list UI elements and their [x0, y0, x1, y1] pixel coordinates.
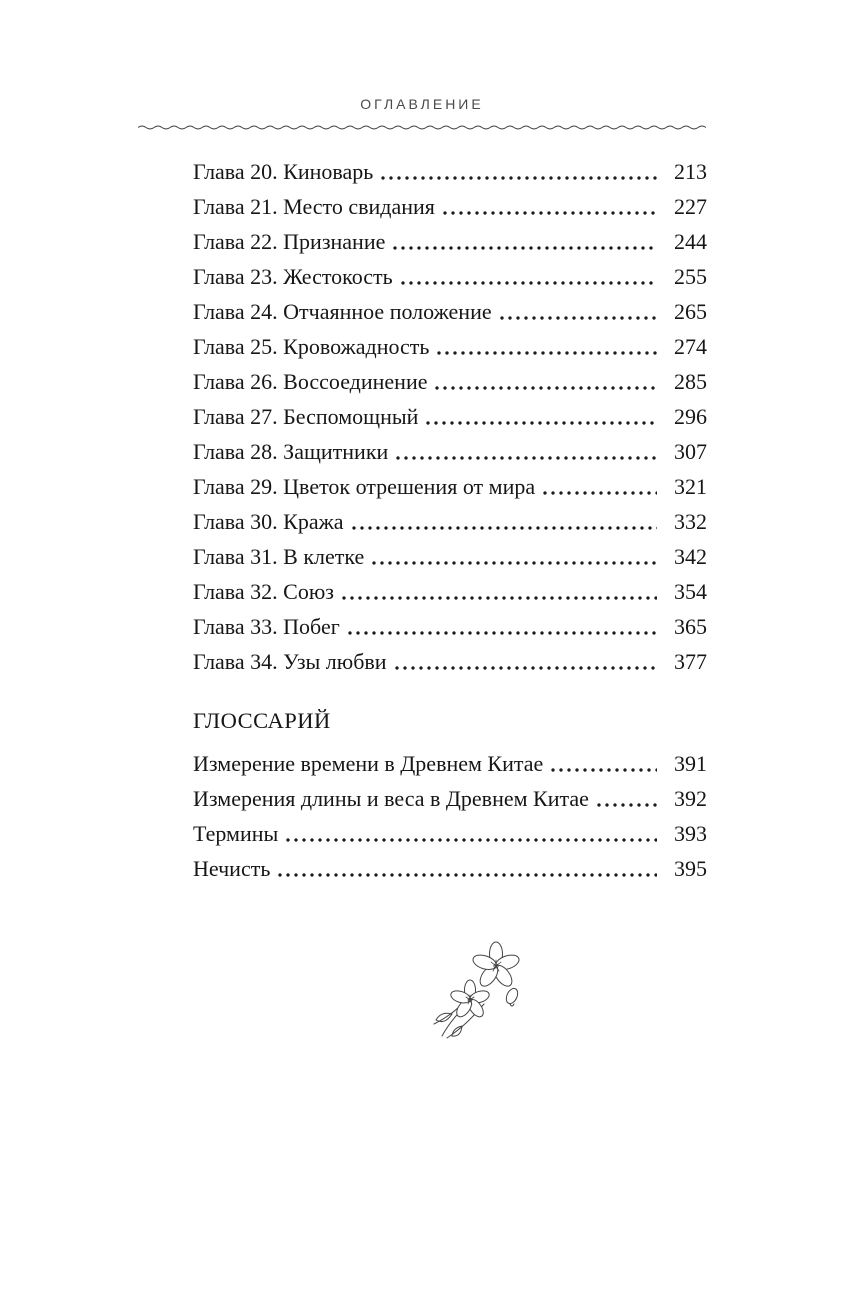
toc-entry-title: Глава 23. Жестокость: [193, 264, 393, 289]
toc-entry-title: Глава 29. Цветок отрешения от мира: [193, 474, 536, 499]
toc-entry: [193, 539, 707, 574]
toc-entry: [193, 224, 707, 259]
toc-entry: [193, 294, 707, 329]
toc-entry-page: 392: [674, 786, 707, 811]
toc-entry: [193, 851, 707, 886]
toc-entry-title: Глава 27. Беспомощный: [193, 404, 419, 429]
dot-leader: [395, 434, 657, 469]
toc-entry-page: 255: [674, 264, 707, 289]
chapter-list: [193, 154, 707, 679]
toc-entry-title: Термины: [193, 821, 279, 846]
wavy-divider-path: [138, 126, 706, 129]
toc-entry-title: Глава 32. Союз: [193, 579, 334, 604]
dot-leader: [371, 539, 657, 574]
dot-leader: [442, 189, 657, 224]
toc-entry-page: 393: [674, 821, 707, 846]
toc-entry-page: 265: [674, 299, 707, 324]
toc-entry-title: Глава 21. Место свидания: [193, 194, 435, 219]
toc-entry-page: 354: [674, 579, 707, 604]
toc-entry-page: 342: [674, 544, 707, 569]
toc-entry-title: Глава 28. Защитники: [193, 439, 389, 464]
page-header-title: ОГЛАВЛЕНИЕ: [360, 96, 484, 112]
toc-entry: [193, 504, 707, 539]
dot-leader: [434, 364, 657, 399]
dot-leader: [351, 504, 657, 539]
toc-entry-page: 244: [674, 229, 707, 254]
toc-entry-title: Глава 30. Кража: [193, 509, 344, 534]
toc-entry-title: Глава 31. В клетке: [193, 544, 365, 569]
table-of-contents: [193, 154, 707, 886]
toc-entry-title: Глава 34. Узы любви: [193, 649, 387, 674]
toc-entry: [193, 329, 707, 364]
toc-entry: [193, 609, 707, 644]
toc-entry-title: Глава 26. Воссоединение: [193, 369, 428, 394]
toc-entry-title: Глава 33. Побег: [193, 614, 340, 639]
toc-entry-title: Измерения длины и веса в Древнем Китае: [193, 786, 589, 811]
toc-entry-page: 307: [674, 439, 707, 464]
toc-entry-page: 296: [674, 404, 707, 429]
toc-entry-page: 391: [674, 751, 707, 776]
dot-leader: [277, 851, 657, 886]
toc-entry: [193, 816, 707, 851]
dot-leader: [392, 224, 657, 259]
toc-entry: [193, 434, 707, 469]
toc-entry: [193, 746, 707, 781]
toc-entry-page: 285: [674, 369, 707, 394]
toc-entry: [193, 399, 707, 434]
toc-entry: [193, 364, 707, 399]
toc-entry-page: 395: [674, 856, 707, 881]
toc-entry-page: 213: [674, 159, 707, 184]
toc-entry-title: Глава 20. Киноварь: [193, 159, 374, 184]
toc-entry-title: Глава 24. Отчаянное положение: [193, 299, 492, 324]
toc-entry-title: Нечисть: [193, 856, 271, 881]
dot-leader: [341, 574, 657, 609]
toc-entry-page: 377: [674, 649, 707, 674]
dot-leader: [596, 781, 657, 816]
toc-entry-page: 274: [674, 334, 707, 359]
toc-entry-page: 332: [674, 509, 707, 534]
toc-entry-page: 365: [674, 614, 707, 639]
glossary-list: [193, 746, 707, 886]
toc-entry: [193, 644, 707, 679]
dot-leader: [400, 259, 657, 294]
toc-entry-title: Глава 22. Признание: [193, 229, 386, 254]
toc-entry-page: 321: [674, 474, 707, 499]
wavy-divider: [138, 124, 706, 131]
toc-entry: [193, 154, 707, 189]
flower-illustration: [414, 938, 526, 1044]
toc-entry-title: Глава 25. Кровожадность: [193, 334, 430, 359]
dot-leader: [425, 399, 657, 434]
toc-entry: [193, 259, 707, 294]
dot-leader: [394, 644, 657, 679]
toc-entry: [193, 574, 707, 609]
dot-leader: [347, 609, 657, 644]
dot-leader: [550, 746, 657, 781]
toc-entry-page: 227: [674, 194, 707, 219]
dot-leader: [380, 154, 657, 189]
dot-leader: [285, 816, 657, 851]
toc-entry: [193, 781, 707, 816]
dot-leader: [436, 329, 657, 364]
dot-leader: [499, 294, 657, 329]
toc-entry: [193, 189, 707, 224]
glossary-section-header: ГЛОССАРИЙ: [193, 708, 331, 733]
toc-entry: [193, 469, 707, 504]
dot-leader: [542, 469, 657, 504]
toc-entry-title: Измерение времени в Древнем Китае: [193, 751, 544, 776]
